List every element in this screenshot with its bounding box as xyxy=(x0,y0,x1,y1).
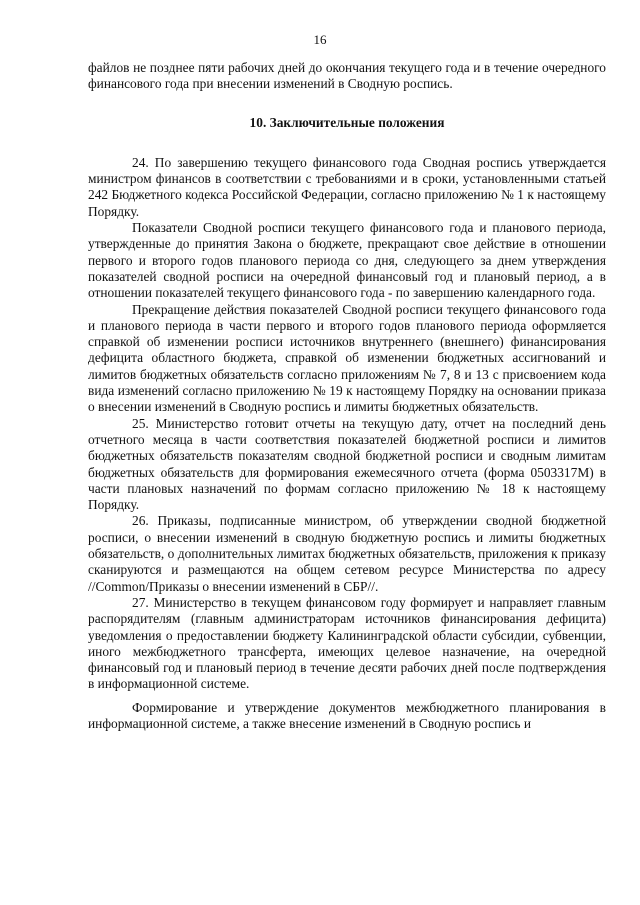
page-number: 16 xyxy=(313,32,327,47)
paragraph-24: 24. По завершению текущего финансового года Сводная роспись утверждается министром финансов в соответствии с требованиями и в сроки, установленными статьей 242 Бюджетного кодекса Российской Федерации, согласно приложению № 1 к настоящему Порядку. xyxy=(88,154,606,219)
paragraph-26: 26. Приказы, подписанные министром, об утверждении сводной бюджетной росписи, о внесении изменений в сводную бюджетную роспись и лимиты бюджетных обязательств, о дополнительных лимитах бюджетных обязательств, приложения к приказу сканируются и размещаются на общем сетевом ресурсе Министерства по адресу //Common/Приказы о внесении изменений в СБР//. xyxy=(88,513,606,594)
paragraph-formation: Формирование и утверждение документов межбюджетного планирования в информационной системе, а также внесение изменений в Сводную роспись и xyxy=(88,699,606,731)
page-content xyxy=(88,60,606,732)
paragraph-termination: Прекращение действия показателей Сводной росписи текущего финансового года и планового периода в части первого и второго годов планового периода оформляется справкой об изменении росписи источников внутреннего (внешнего) финансирования дефицита областного бюджета, справкой об изменении бюджетных ассигнований и лимитов бюджетных обязательств согласно приложениям № 7, 8 и 13 с присвоением кода вида изменений согласно приложению № 19 к настоящему Порядку на основании приказа о внесении изменений в Сводную роспись и лимиты бюджетных обязательств. xyxy=(88,301,606,415)
section-heading: 10. Заключительные положения xyxy=(249,114,445,130)
paragraph-27: 27. Министерство в текущем финансовом году формирует и направляет главным распорядителям (главным администраторам источников финансирования дефицита) уведомления о предоставлении бюджету Калининградской области субсидии, субвенции, иного межбюджетного трансферта, имеющих целевое назначение, на очередной финансовый год и плановый период в течение десяти рабочих дней после подтверждения в информационной системе. xyxy=(88,594,606,692)
paragraph-indicators: Показатели Сводной росписи текущего финансового года и планового периода, утвержденные до принятия Закона о бюджете, прекращают свое действие в отношении первого и второго годов планового периода со дня, следующего за днем утверждения показателей сводной росписи на очередной финансовый год и плановый период, а в отношении показателей текущего финансового года - по завершению календарного года. xyxy=(88,220,606,301)
paragraph-25: 25. Министерство готовит отчеты на текущую дату, отчет на последний день отчетного месяца в части соответствия показателей бюджетной росписи и лимитов бюджетных обязательств показателям сводной бюджетной росписи и сводным лимитам бюджетных обязательств для формирования ежемесячного отчета (форма 0503317М) в части плановых назначений по формам согласно приложению № 18 к настоящему Порядку. xyxy=(88,415,606,513)
intro-paragraph: файлов не позднее пяти рабочих дней до окончания текущего года и в течение очередного финансового года при внесении изменений в Сводную роспись. xyxy=(88,60,606,92)
